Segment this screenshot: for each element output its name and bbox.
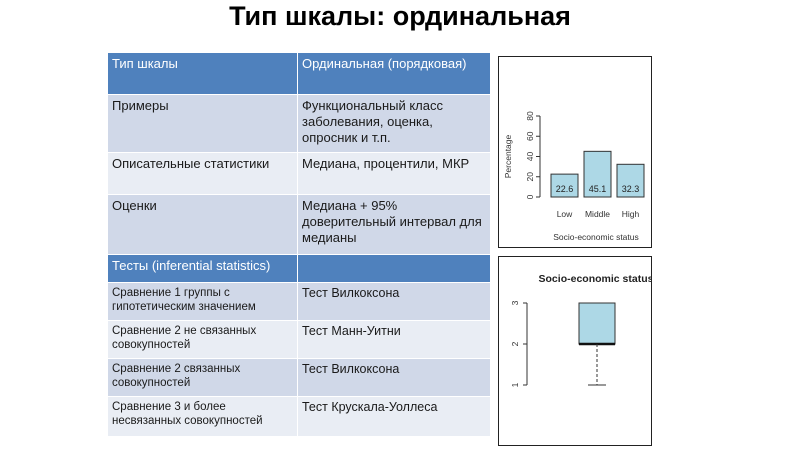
table-cell: Сравнение 1 группы с гипотетическим значением [108,283,298,321]
header-cell: Тип шкалы [108,53,298,95]
table-row [108,153,491,195]
box-plot [499,257,651,445]
x-category-label: Low [556,209,573,219]
box-plot-title: Socio-economic status [538,273,651,285]
x-axis-label: Socio-economic status [553,232,639,242]
bar-value-label: 32.3 [621,184,640,194]
x-category-label: High [621,209,640,219]
bar-value-label: 22.6 [555,184,574,194]
y-tick-label: 1 [510,382,520,388]
y-tick-label: 3 [510,300,520,306]
bar-value-label: 45.1 [588,184,607,194]
subheader-cell [298,255,491,283]
table-row [108,321,491,359]
table-cell: Оценки [108,195,298,255]
x-category-label: Middle [584,209,611,219]
table-cell: Сравнение 2 не связанных совокупностей [108,321,298,359]
box-plot-panel [498,256,652,446]
table-cell: Медиана, процентили, МКР [298,153,491,195]
table-cell: Тест Крускала-Уоллеса [298,397,491,437]
y-tick-label: 2 [510,341,520,347]
table-cell: Тест Манн-Уитни [298,321,491,359]
y-tick-label: 20 [525,172,535,182]
y-tick-label: 40 [525,151,535,162]
y-tick-label: 60 [525,131,535,141]
table-cell: Тест Вилкоксона [298,359,491,397]
bar-chart-panel [498,56,652,248]
table-cell: Примеры [108,95,298,153]
table-row [108,195,491,255]
box [579,303,615,344]
table-cell: Функциональный класс заболевания, оценка, опросник и т.п. [298,95,491,153]
table-row [108,95,491,153]
table-row [108,397,491,437]
table-cell: Медиана + 95% доверительный интервал для медианы [298,195,491,255]
scale-table [107,52,490,437]
table-cell: Описательные статистики [108,153,298,195]
subheader-cell: Тесты (inferential statistics) [108,255,298,283]
header-cell: Ординальная (порядковая) [298,53,491,95]
slide-title: Тип шкалы: ординальная [229,1,571,31]
y-tick-label: 80 [525,111,535,121]
table-header-row [108,53,491,95]
table-row [108,283,491,321]
table-cell: Тест Вилкоксона [298,283,491,321]
table-cell: Сравнение 3 и более несвязанных совокупностей [108,397,298,437]
table-subheader-row [108,255,491,283]
y-axis-label: Percentage [503,134,513,179]
bar-chart [499,57,651,247]
table-row [108,359,491,397]
y-tick-label: 0 [525,194,535,200]
table-cell: Сравнение 2 связанных совокупностей [108,359,298,397]
